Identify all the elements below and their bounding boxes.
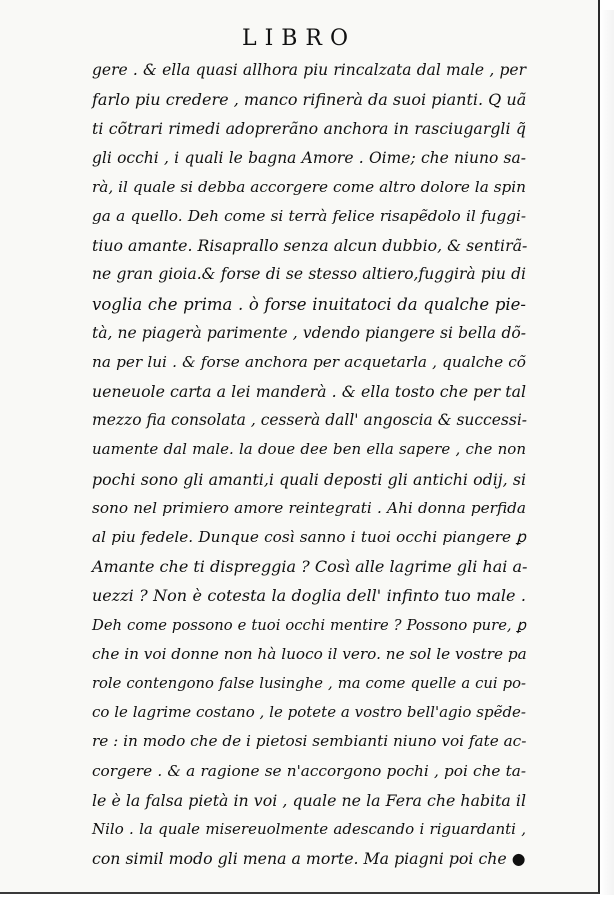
text-line: voglia che prima . ò forse inuitatoci da qualche pie- <box>92 294 526 314</box>
text-line: tiuo amante. Risaprallo senza alcun dubbio, & sentirã- <box>92 236 528 256</box>
text-line: mezzo fia consolata , cesserà dall' angoscia & successi- <box>92 411 528 430</box>
running-head: LIBRO <box>241 26 357 51</box>
text-block <box>92 56 526 873</box>
text-line: corgere . & a ragione se n'accorgono pochi , poi che ta- <box>92 761 526 780</box>
text-line: ga a quello. Deh come si terrà felice risapẽdolo il fuggi- <box>92 206 526 225</box>
text-line: al piu fedele. Dunque così sanno i tuoi occhi piangere ꝑ <box>92 528 526 546</box>
text-line: uamente dal male. la doue dee ben ella sapere , che non <box>92 440 526 459</box>
text-line: pochi sono gli amanti,i quali deposti gli antichi odij, si <box>92 469 526 489</box>
text-line: tà, ne piagerà parimente , vdendo piangere si bella dõ- <box>92 323 526 342</box>
text-line: Amante che ti dispreggia ? Così alle lagrime gli hai a- <box>92 557 528 577</box>
text-line: uezzi ? Non è cotesta la doglia dell' infinto tuo male . <box>92 586 526 606</box>
text-line: ti cõtrari rimedi adoprerãno anchora in rasciugargli q̃ <box>92 119 526 139</box>
text-line: rà, il quale si debba accorgere come altro dolore la spin <box>92 177 526 196</box>
text-line: Nilo . la quale misereuolmente adescando i riguardanti , <box>92 819 526 838</box>
page-edge <box>600 10 614 895</box>
text-line: che in voi donne non hà luoco il vero. ne sol le vostre pa <box>92 644 527 663</box>
text-line: ne gran gioia.& forse di se stesso altiero,fuggirà piu di <box>92 265 526 284</box>
text-line: co le lagrime costano , le potete a vostro bell'agio spẽde- <box>92 703 526 722</box>
text-line: Deh come possono e tuoi occhi mentire ? Possono pure, ꝑ <box>92 616 526 634</box>
text-line: ueneuole carta a lei manderà . & ella tosto che per tal <box>92 382 526 402</box>
text-line: na per lui . & forse anchora per acquetarla , qualche cõ <box>92 352 526 371</box>
text-line: re : in modo che de i pietosi sembianti niuno voi fate ac- <box>92 732 527 751</box>
text-line: sono nel primiero amore reintegrati . Ahi donna perfida <box>92 498 526 517</box>
text-line: le è la falsa pietà in voi , quale ne la Fera che habita il <box>92 790 526 810</box>
text-line: con simil modo gli mena a morte. Ma piagni poi che ● <box>92 849 526 869</box>
text-line: farlo piu credere , manco rifinerà da suoi pianti. Q uã <box>92 90 527 110</box>
text-line: gere . & ella quasi allhora piu rincalzata dal male , per <box>92 61 526 79</box>
text-line: gli occhi , i quali le bagna Amore . Oime; che niuno sa- <box>92 148 526 167</box>
text-line: role contengono false lusinghe , ma come quelle a cui po- <box>92 674 526 692</box>
